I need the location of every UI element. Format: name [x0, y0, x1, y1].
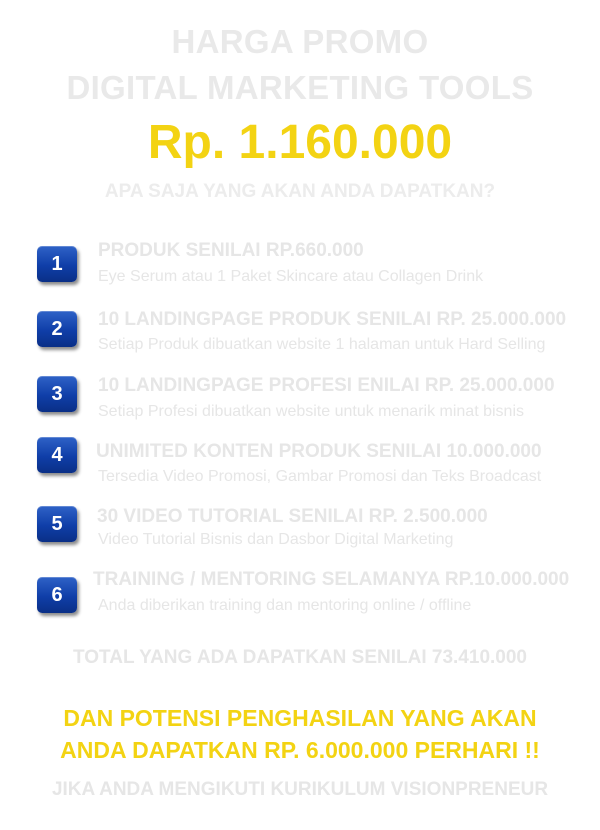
item-description: Eye Serum atau 1 Paket Skincare atau Collagen Drink: [98, 268, 484, 285]
income-potential-line2: ANDA DAPATKAN RP. 6.000.000 PERHARI !!: [60, 737, 540, 763]
promo-price: Rp. 1.160.000: [147, 116, 453, 169]
item-number-badge: 1: [37, 246, 77, 282]
curriculum-note: JIKA ANDA MENGIKUTI KURIKULUM VISIONPRENEUR: [51, 779, 549, 800]
item-number-badge: 3: [37, 376, 77, 412]
item-title: TRAINING / MENTORING SELAMANYA RP.10.000.000: [93, 569, 570, 590]
item-title: 10 LANDINGPAGE PROFESI ENILAI RP. 25.000.000: [98, 375, 555, 396]
item-number-badge: 5: [37, 506, 77, 542]
item-number-badge: 4: [37, 437, 77, 473]
total-value: TOTAL YANG ADA DAPATKAN SENILAI 73.410.000: [72, 647, 527, 668]
item-description: Tersedia Video Promosi, Gambar Promosi dan Teks Broadcast: [98, 468, 542, 485]
item-title: PRODUK SENILAI RP.660.000: [98, 240, 364, 261]
benefits-heading: APA SAJA YANG AKAN ANDA DAPATKAN?: [104, 181, 496, 202]
item-description: Video Tutorial Bisnis dan Dasbor Digital Marketing: [98, 531, 454, 548]
item-description: Setiap Profesi dibuatkan website untuk menarik minat bisnis: [98, 403, 524, 420]
page-title-line1: HARGA PROMO: [171, 23, 429, 60]
income-potential-line1: DAN POTENSI PENGHASILAN YANG AKAN: [63, 705, 537, 731]
item-description: Anda diberikan training dan mentoring online / offline: [98, 597, 472, 614]
item-number-badge: 6: [37, 577, 77, 613]
item-description: Setiap Produk dibuatkan website 1 halaman untuk Hard Selling: [98, 336, 546, 353]
item-title: 30 VIDEO TUTORIAL SENILAI RP. 2.500.000: [97, 506, 488, 527]
item-title: UNIMITED KONTEN PRODUK SENILAI 10.000.000: [96, 441, 542, 462]
item-number-badge: 2: [37, 311, 77, 347]
page-title-line2: DIGITAL MARKETING TOOLS: [66, 69, 534, 106]
item-title: 10 LANDINGPAGE PRODUK SENILAI RP. 25.000.000: [98, 309, 567, 330]
